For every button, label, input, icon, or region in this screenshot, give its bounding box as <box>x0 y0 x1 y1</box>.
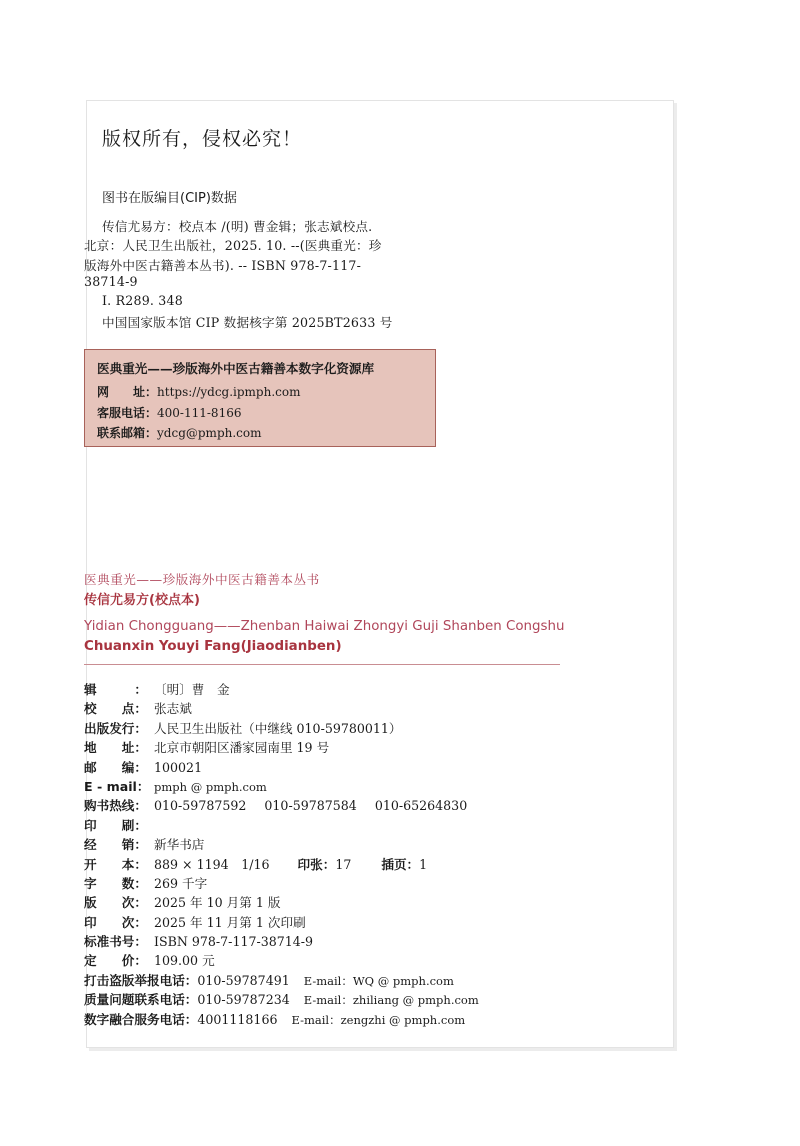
plates-value: 1 <box>419 856 428 872</box>
cip-line: 38714-9 <box>84 274 138 289</box>
compiler-label: 辑 ： <box>84 682 147 697</box>
address-row <box>84 738 479 757</box>
postcode-label: 邮 编： <box>84 759 147 775</box>
cip-heading: 图书在版编目(CIP)数据 <box>102 191 237 206</box>
format-row <box>84 855 479 874</box>
quality-contact-phone: 010-59787234 <box>197 992 290 1008</box>
book-title-cn: 传信尤易方(校点本) <box>84 593 200 608</box>
piracy-report-email[interactable]: E-mail：WQ @ pmph.com <box>303 973 454 988</box>
impression-value: 2025 年 11 月第 1 次印刷 <box>154 914 306 930</box>
cip-classification: Ⅰ. R289. 348 <box>102 293 183 308</box>
website-link[interactable]: https://ydcg.ipmph.com <box>157 385 301 399</box>
proofreader-label: 校 点： <box>84 701 147 717</box>
quality-contact-label: 质量问题联系电话： <box>84 992 198 1008</box>
distributor-value: 新华书店 <box>154 837 205 853</box>
digital-service-row <box>84 1010 479 1029</box>
isbn-row <box>84 932 479 951</box>
edition-value: 2025 年 10 月第 1 版 <box>154 895 281 911</box>
printer-row <box>84 816 479 835</box>
cip-line: 版海外中医古籍善本丛书). -- ISBN 978-7-117- <box>84 258 362 273</box>
series-name-cn: 医典重光——珍版海外中医古籍善本丛书 <box>84 572 320 587</box>
price-row <box>84 951 479 970</box>
series-name-pinyin: Yidian Chongguang——Zhenban Haiwai Zhongyi Guji Shanben Congshu <box>84 619 565 634</box>
plates-label: 插页： <box>381 856 420 872</box>
distributor-row <box>84 835 479 854</box>
email-info-row <box>84 777 479 796</box>
quality-contact-row <box>84 990 479 1009</box>
publisher-value: 人民卫生出版社（中继线 010-59780011） <box>154 720 402 736</box>
words-row <box>84 874 479 893</box>
email-row <box>97 423 423 444</box>
format-value: 889 × 1194 1/16 <box>154 856 270 872</box>
isbn-value: ISBN 978-7-117-38714-9 <box>154 934 314 950</box>
price-label: 定 价： <box>84 953 147 969</box>
digital-resource-box <box>84 349 436 447</box>
postcode-value: 100021 <box>154 759 203 775</box>
order-hotline-3: 010-65264830 <box>374 798 468 814</box>
website-label: 网 址： <box>97 385 158 399</box>
words-label: 字 数： <box>84 875 147 891</box>
words-value: 269 千字 <box>154 875 208 891</box>
hotline-value: 400-111-8166 <box>157 405 242 420</box>
publication-info <box>84 680 479 1029</box>
piracy-report-phone: 010-59787491 <box>197 972 290 988</box>
digital-service-email[interactable]: E-mail：zengzhi @ pmph.com <box>291 1012 466 1027</box>
email-label: 联系邮箱： <box>97 426 158 440</box>
order-hotline-2: 010-59787584 <box>264 798 357 814</box>
piracy-report-label: 打击盗版举报电话： <box>84 972 198 988</box>
address-label: 地 址： <box>84 740 147 756</box>
quality-contact-email[interactable]: E-mail：zhiliang @ pmph.com <box>303 993 479 1008</box>
digital-service-label: 数字融合服务电话： <box>84 1011 198 1027</box>
email-info-label: E - mail： <box>84 778 150 794</box>
sheets-label: 印张： <box>297 856 336 872</box>
price-value: 109.00 元 <box>154 953 215 969</box>
distributor-label: 经 销： <box>84 837 147 853</box>
copyright-notice: 版权所有，侵权必究！ <box>102 128 303 150</box>
digital-resource-title: 医典重光——珍版海外中医古籍善本数字化资源库 <box>97 361 375 376</box>
book-title-pinyin: Chuanxin Youyi Fang(Jiaodianben) <box>84 639 342 654</box>
order-hotline-1: 010-59787592 <box>154 798 247 814</box>
proofreader-row <box>84 699 479 718</box>
publisher-label: 出版发行： <box>84 720 147 736</box>
cip-line: 北京：人民卫生出版社，2025. 10. --(医典重光：珍 <box>84 238 382 253</box>
hotline-row <box>97 403 423 424</box>
digital-service-phone: 4001118166 <box>197 1011 278 1027</box>
publisher-row <box>84 719 479 738</box>
email-link[interactable]: ydcg@pmph.com <box>157 426 262 440</box>
address-value: 北京市朝阳区潘家园南里 19 号 <box>154 740 330 756</box>
isbn-label: 标准书号： <box>84 934 147 950</box>
impression-row <box>84 913 479 932</box>
email-info-value[interactable]: pmph @ pmph.com <box>154 779 267 794</box>
divider-rule <box>84 664 560 665</box>
printer-label: 印 刷： <box>84 817 147 833</box>
edition-row <box>84 893 479 912</box>
order-hotline-row <box>84 796 479 815</box>
impression-label: 印 次： <box>84 914 147 930</box>
proofreader-value: 张志斌 <box>154 701 192 717</box>
edition-label: 版 次： <box>84 895 147 911</box>
compiler-value: 〔明〕曹 金 <box>154 682 230 697</box>
format-label: 开 本： <box>84 856 147 872</box>
website-row <box>97 382 423 403</box>
cip-record-number: 中国国家版本馆 CIP 数据核字第 2025BT2633 号 <box>102 315 393 330</box>
postcode-row <box>84 758 479 777</box>
cip-line: 传信尤易方：校点本 /(明) 曹金辑；张志斌校点. <box>102 219 373 234</box>
compiler-row <box>84 680 479 699</box>
piracy-report-row <box>84 971 479 990</box>
order-hotline-label: 购书热线： <box>84 798 147 814</box>
hotline-label: 客服电话： <box>97 405 158 420</box>
sheets-value: 17 <box>335 856 352 872</box>
